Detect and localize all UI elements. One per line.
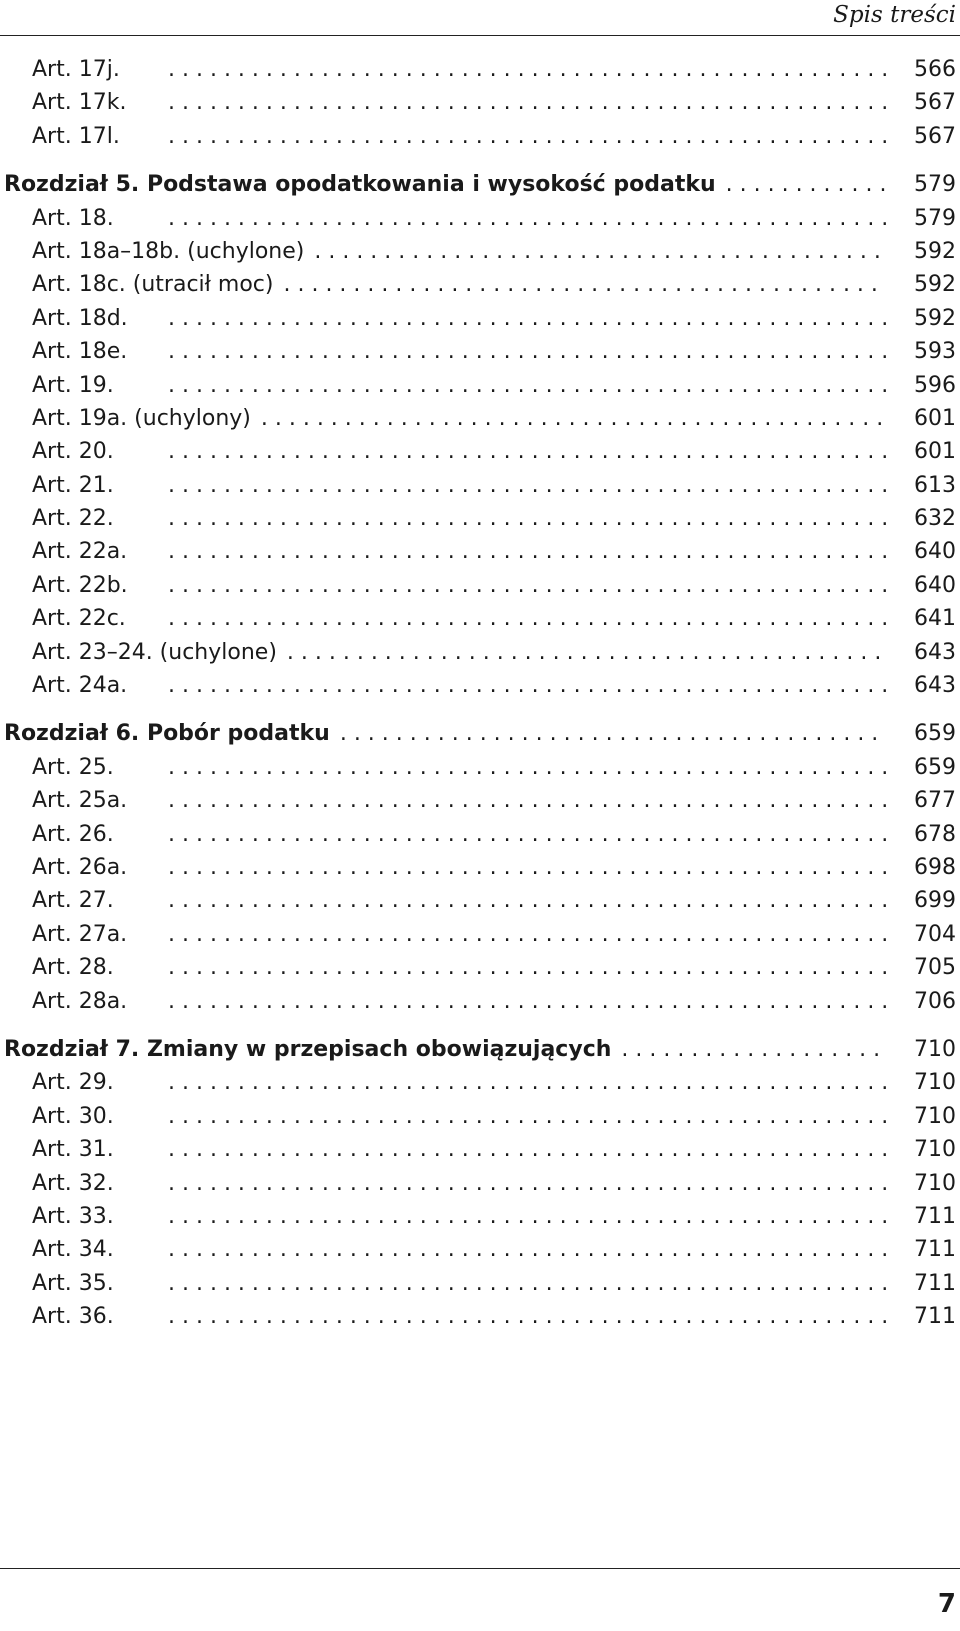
dot-leader bbox=[314, 235, 887, 268]
toc-article-entry bbox=[0, 1267, 960, 1300]
page-ref: 659 bbox=[914, 721, 956, 747]
article-label: Art. 23–24. (uchylone) bbox=[32, 639, 277, 665]
page-ref: 659 bbox=[914, 754, 956, 780]
dot-leader bbox=[168, 918, 887, 951]
dot-leader bbox=[287, 636, 887, 669]
dot-leader bbox=[168, 335, 887, 368]
dot-leader bbox=[168, 120, 887, 153]
article-label: Art. 21. bbox=[32, 472, 114, 498]
toc-article-entry bbox=[0, 884, 960, 917]
dot-leader bbox=[168, 1066, 887, 1099]
article-label: Art. 29. bbox=[32, 1070, 114, 1096]
toc-article-entry bbox=[0, 851, 960, 884]
page-ref: 710 bbox=[914, 1137, 956, 1163]
page-ref: 567 bbox=[914, 90, 956, 116]
article-label: Art. 22b. bbox=[32, 572, 128, 598]
page-number: 7 bbox=[937, 1589, 956, 1619]
dot-leader bbox=[283, 268, 887, 301]
dot-leader bbox=[340, 717, 887, 750]
page-ref: 592 bbox=[914, 305, 956, 331]
article-label: Art. 27. bbox=[32, 888, 114, 914]
page-ref: 567 bbox=[914, 123, 956, 149]
toc-article-entry bbox=[0, 985, 960, 1018]
page-ref: 711 bbox=[914, 1203, 956, 1229]
dot-leader bbox=[168, 86, 887, 119]
page-ref: 640 bbox=[914, 539, 956, 565]
article-label: Art. 28a. bbox=[32, 988, 128, 1014]
page-ref: 640 bbox=[914, 572, 956, 598]
article-label: Art. 25. bbox=[32, 754, 114, 780]
chapter-title: Rozdział 5. Podstawa opodatkowania i wysokość podatku bbox=[4, 172, 716, 198]
dot-leader bbox=[168, 1167, 887, 1200]
page-ref: 579 bbox=[914, 205, 956, 231]
article-label: Art. 19. bbox=[32, 372, 114, 398]
toc-section bbox=[0, 53, 960, 153]
article-label: Art. 32. bbox=[32, 1170, 114, 1196]
toc-article-entry bbox=[0, 1233, 960, 1266]
page-ref: 711 bbox=[914, 1304, 956, 1330]
dot-leader bbox=[168, 1200, 887, 1233]
toc-article-entry bbox=[0, 86, 960, 119]
dot-leader bbox=[168, 1133, 887, 1166]
footer-rule bbox=[0, 1568, 960, 1569]
page-ref: 710 bbox=[914, 1070, 956, 1096]
toc-section bbox=[0, 717, 960, 1018]
header-rule bbox=[0, 35, 960, 36]
table-of-contents bbox=[0, 53, 960, 1348]
page-ref: 601 bbox=[914, 405, 956, 431]
dot-leader bbox=[168, 569, 887, 602]
toc-article-entry bbox=[0, 951, 960, 984]
article-label: Art. 19a. (uchylony) bbox=[32, 405, 251, 431]
page-ref: 643 bbox=[914, 639, 956, 665]
page-ref: 592 bbox=[914, 238, 956, 264]
toc-article-entry bbox=[0, 369, 960, 402]
article-label: Art. 17l. bbox=[32, 123, 120, 149]
toc-article-entry bbox=[0, 602, 960, 635]
article-label: Art. 31. bbox=[32, 1137, 114, 1163]
chapter-title: Rozdział 6. Pobór podatku bbox=[4, 721, 330, 747]
toc-article-entry bbox=[0, 918, 960, 951]
article-label: Art. 34. bbox=[32, 1237, 114, 1263]
article-label: Art. 18e. bbox=[32, 339, 128, 365]
toc-article-entry bbox=[0, 636, 960, 669]
page-ref: 711 bbox=[914, 1237, 956, 1263]
toc-chapter-entry bbox=[0, 1033, 960, 1066]
article-label: Art. 22. bbox=[32, 506, 114, 532]
dot-leader bbox=[168, 1100, 887, 1133]
dot-leader bbox=[168, 884, 887, 917]
article-label: Art. 33. bbox=[32, 1203, 114, 1229]
page-ref: 678 bbox=[914, 821, 956, 847]
page-ref: 566 bbox=[914, 57, 956, 82]
article-label: Art. 18. bbox=[32, 205, 114, 231]
page-ref: 592 bbox=[914, 272, 956, 298]
toc-article-entry bbox=[0, 302, 960, 335]
page-ref: 643 bbox=[914, 673, 956, 699]
chapter-title: Rozdział 7. Zmiany w przepisach obowiązujących bbox=[4, 1036, 612, 1062]
toc-article-entry bbox=[0, 1300, 960, 1333]
article-label: Art. 36. bbox=[32, 1304, 114, 1330]
page-ref: 706 bbox=[914, 988, 956, 1014]
page-ref: 699 bbox=[914, 888, 956, 914]
dot-leader bbox=[168, 435, 887, 468]
dot-leader bbox=[168, 469, 887, 502]
dot-leader bbox=[168, 502, 887, 535]
page-ref: 710 bbox=[914, 1036, 956, 1062]
toc-section bbox=[0, 1033, 960, 1334]
toc-article-entry bbox=[0, 1167, 960, 1200]
dot-leader bbox=[726, 168, 887, 201]
dot-leader bbox=[168, 951, 887, 984]
dot-leader bbox=[621, 1033, 887, 1066]
toc-article-entry bbox=[0, 402, 960, 435]
page-ref: 710 bbox=[914, 1170, 956, 1196]
page-ref: 593 bbox=[914, 339, 956, 365]
page-ref: 710 bbox=[914, 1103, 956, 1129]
dot-leader bbox=[168, 1300, 887, 1333]
toc-article-entry bbox=[0, 235, 960, 268]
page-ref: 698 bbox=[914, 854, 956, 880]
article-label: Art. 25a. bbox=[32, 788, 128, 814]
article-label: Art. 26. bbox=[32, 821, 114, 847]
article-label: Art. 18d. bbox=[32, 305, 128, 331]
toc-chapter-entry bbox=[0, 717, 960, 750]
toc-article-entry bbox=[0, 535, 960, 568]
dot-leader bbox=[168, 784, 887, 817]
dot-leader bbox=[168, 818, 887, 851]
page-ref: 601 bbox=[914, 439, 956, 465]
toc-article-entry bbox=[0, 469, 960, 502]
dot-leader bbox=[168, 985, 887, 1018]
article-label: Art. 17k. bbox=[32, 90, 127, 116]
dot-leader bbox=[168, 602, 887, 635]
toc-article-entry bbox=[0, 1133, 960, 1166]
article-label: Art. 22a. bbox=[32, 539, 128, 565]
dot-leader bbox=[168, 751, 887, 784]
article-label: Art. 24a. bbox=[32, 673, 128, 699]
page-ref: 704 bbox=[914, 921, 956, 947]
article-label: Art. 18c. (utracił moc) bbox=[32, 272, 274, 298]
article-label: Art. 18a–18b. (uchylone) bbox=[32, 238, 305, 264]
toc-article-entry bbox=[0, 569, 960, 602]
article-label: Art. 28. bbox=[32, 955, 114, 981]
dot-leader bbox=[168, 535, 887, 568]
page-ref: 711 bbox=[914, 1270, 956, 1296]
toc-article-entry bbox=[0, 268, 960, 301]
toc-article-entry bbox=[0, 818, 960, 851]
toc-article-entry bbox=[0, 1200, 960, 1233]
toc-article-entry bbox=[0, 335, 960, 368]
dot-leader bbox=[168, 851, 887, 884]
page-ref: 705 bbox=[914, 955, 956, 981]
page-ref: 677 bbox=[914, 788, 956, 814]
toc-article-entry bbox=[0, 53, 960, 86]
dot-leader bbox=[168, 202, 887, 235]
dot-leader bbox=[168, 53, 887, 86]
toc-article-entry bbox=[0, 751, 960, 784]
page-ref: 641 bbox=[914, 606, 956, 632]
toc-article-entry bbox=[0, 784, 960, 817]
article-label: Art. 26a. bbox=[32, 854, 128, 880]
article-label: Art. 30. bbox=[32, 1103, 114, 1129]
toc-article-entry bbox=[0, 502, 960, 535]
page-ref: 596 bbox=[914, 372, 956, 398]
toc-article-entry bbox=[0, 202, 960, 235]
dot-leader bbox=[168, 369, 887, 402]
page-ref: 579 bbox=[914, 172, 956, 198]
toc-article-entry bbox=[0, 435, 960, 468]
toc-article-entry bbox=[0, 120, 960, 153]
dot-leader bbox=[168, 1233, 887, 1266]
dot-leader bbox=[168, 302, 887, 335]
article-label: Art. 27a. bbox=[32, 921, 128, 947]
article-label: Art. 20. bbox=[32, 439, 114, 465]
page-ref: 632 bbox=[914, 506, 956, 532]
running-header-title: Spis treści bbox=[833, 2, 956, 28]
article-label: Art. 17j. bbox=[32, 57, 120, 82]
toc-article-entry bbox=[0, 669, 960, 702]
toc-article-entry bbox=[0, 1100, 960, 1133]
article-label: Art. 22c. bbox=[32, 606, 126, 632]
dot-leader bbox=[168, 1267, 887, 1300]
page-ref: 613 bbox=[914, 472, 956, 498]
toc-article-entry bbox=[0, 1066, 960, 1099]
toc-chapter-entry bbox=[0, 168, 960, 201]
dot-leader bbox=[168, 669, 887, 702]
dot-leader bbox=[261, 402, 887, 435]
article-label: Art. 35. bbox=[32, 1270, 114, 1296]
toc-section bbox=[0, 168, 960, 702]
